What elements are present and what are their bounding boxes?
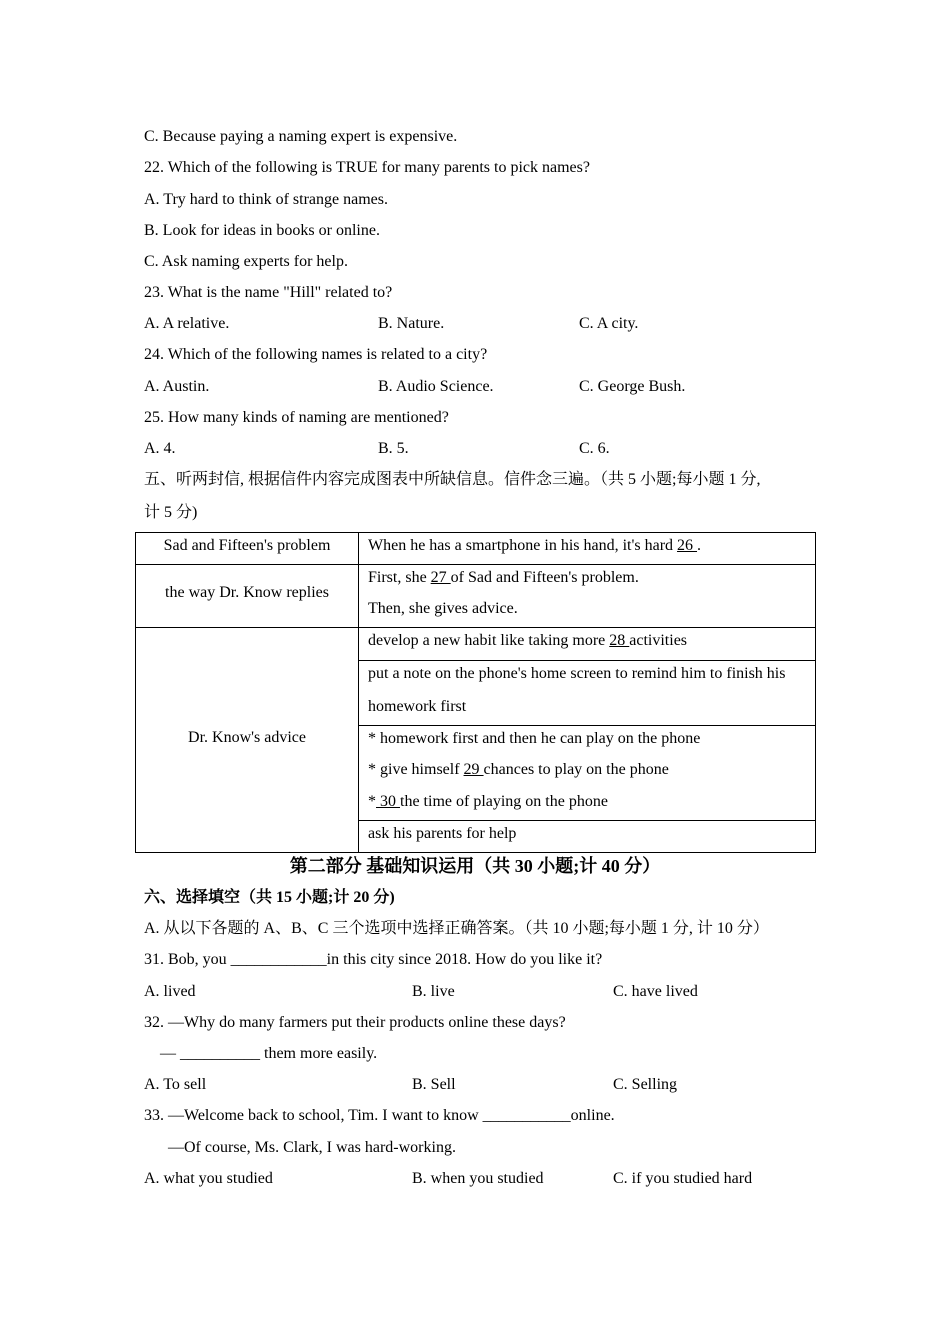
q21-option-c: C. Because paying a naming expert is expensive. (144, 128, 458, 145)
table-column-divider (358, 532, 359, 853)
section5-instructions-line1: 五、听两封信, 根据信件内容完成图表中所缺信息。信件念三遍。（共 5 小题;每小题 1 分, (144, 471, 761, 488)
q32-option-c: C. Selling (613, 1076, 678, 1093)
q24-option-b: B. Audio Science. (378, 378, 494, 395)
q24-stem: 24. Which of the following names is related to a city? (144, 346, 488, 363)
table-r2-text-end: of Sad and Fifteen's problem. (450, 569, 639, 586)
table-row-divider (135, 564, 816, 565)
q23-option-c: C. A city. (579, 315, 639, 332)
table-r3a-text: develop a new habit like taking more (368, 632, 610, 649)
q24-option-a: A. Austin. (144, 378, 210, 395)
table-r2-line2: Then, she gives advice. (368, 600, 518, 617)
q22-option-a: A. Try hard to think of strange names. (144, 191, 388, 208)
table-r3c3-end: the time of playing on the phone (400, 793, 608, 810)
table-r1-label: Sad and Fifteen's problem (163, 537, 331, 554)
q24-option-c: C. George Bush. (579, 378, 686, 395)
table-subrow-divider (358, 725, 816, 726)
section6a-instructions: A. 从以下各题的 A、B、C 三个选项中选择正确答案。（共 10 小题;每小题 1 分, 计 10 分） (144, 920, 769, 937)
table-r3c2-end: chances to play on the phone (483, 761, 669, 778)
q31-stem: 31. Bob, you ____________in this city since 2018. How do you like it? (144, 951, 603, 968)
table-subrow-divider (358, 660, 816, 661)
q23-stem: 23. What is the name "Hill" related to? (144, 284, 393, 301)
section5-instructions-line2: 计 5 分) (144, 504, 198, 521)
part2-title: 第二部分 基础知识运用（共 30 小题;计 40 分） (289, 856, 661, 876)
table-r3a-end: activities (629, 632, 688, 649)
q22-option-b: B. Look for ideas in books or online. (144, 222, 380, 239)
table-r3c2-text: * give himself (368, 761, 464, 778)
q33-option-a: A. what you studied (144, 1170, 273, 1187)
table-r2-line1 (368, 568, 639, 588)
q25-stem: 25. How many kinds of naming are mentioned? (144, 409, 449, 426)
table-r3c-line2 (368, 760, 669, 780)
table-r1-end: . (697, 537, 702, 554)
blank-27: 27 (430, 569, 451, 586)
q25-option-c: C. 6. (579, 440, 610, 457)
table-subrow-divider (358, 820, 816, 821)
q32-stem: 32. —Why do many farmers put their products online these days? (144, 1014, 566, 1031)
q33-option-b: B. when you studied (412, 1170, 544, 1187)
q31-option-a: A. lived (144, 983, 196, 1000)
section6-heading: 六、选择填空（共 15 小题;计 20 分) (144, 889, 395, 906)
q32-reply: — __________ them more easily. (160, 1045, 378, 1062)
q22-stem: 22. Which of the following is TRUE for many parents to pick names? (144, 159, 590, 176)
q32-option-b: B. Sell (412, 1076, 456, 1093)
blank-29: 29 (463, 761, 484, 778)
q23-option-b: B. Nature. (378, 315, 445, 332)
q31-option-c: C. have lived (613, 983, 698, 1000)
table-r2-text: First, she (368, 569, 431, 586)
q23-option-a: A. A relative. (144, 315, 230, 332)
q31-option-b: B. live (412, 983, 455, 1000)
table-r3a (368, 631, 687, 651)
table-r3c-line3 (368, 792, 608, 812)
q22-option-c: C. Ask naming experts for help. (144, 253, 348, 270)
blank-26: 26 (677, 537, 698, 554)
table-r1-text: When he has a smartphone in his hand, it's hard (368, 537, 678, 554)
q25-option-b: B. 5. (378, 440, 409, 457)
table-r2-label: the way Dr. Know replies (165, 584, 329, 601)
table-r3d: ask his parents for help (368, 825, 517, 842)
q33-stem: 33. —Welcome back to school, Tim. I want to know ___________online. (144, 1107, 615, 1124)
table-r3b-line1: put a note on the phone's home screen to remind him to finish his (368, 665, 786, 682)
q32-option-a: A. To sell (144, 1076, 207, 1093)
q33-reply: —Of course, Ms. Clark, I was hard-working. (168, 1139, 456, 1156)
blank-30: 30 (376, 793, 400, 810)
q33-option-c: C. if you studied hard (613, 1170, 753, 1187)
q25-option-a: A. 4. (144, 440, 176, 457)
table-r3c-line1: * homework first and then he can play on the phone (368, 730, 701, 747)
table-r1-content (368, 536, 701, 556)
table-r3c3-bullet: * (368, 793, 376, 810)
table-r3b-line2: homework first (368, 698, 467, 715)
table-r3-label: Dr. Know's advice (188, 729, 306, 746)
table-row-divider (135, 627, 816, 628)
blank-28: 28 (609, 632, 630, 649)
